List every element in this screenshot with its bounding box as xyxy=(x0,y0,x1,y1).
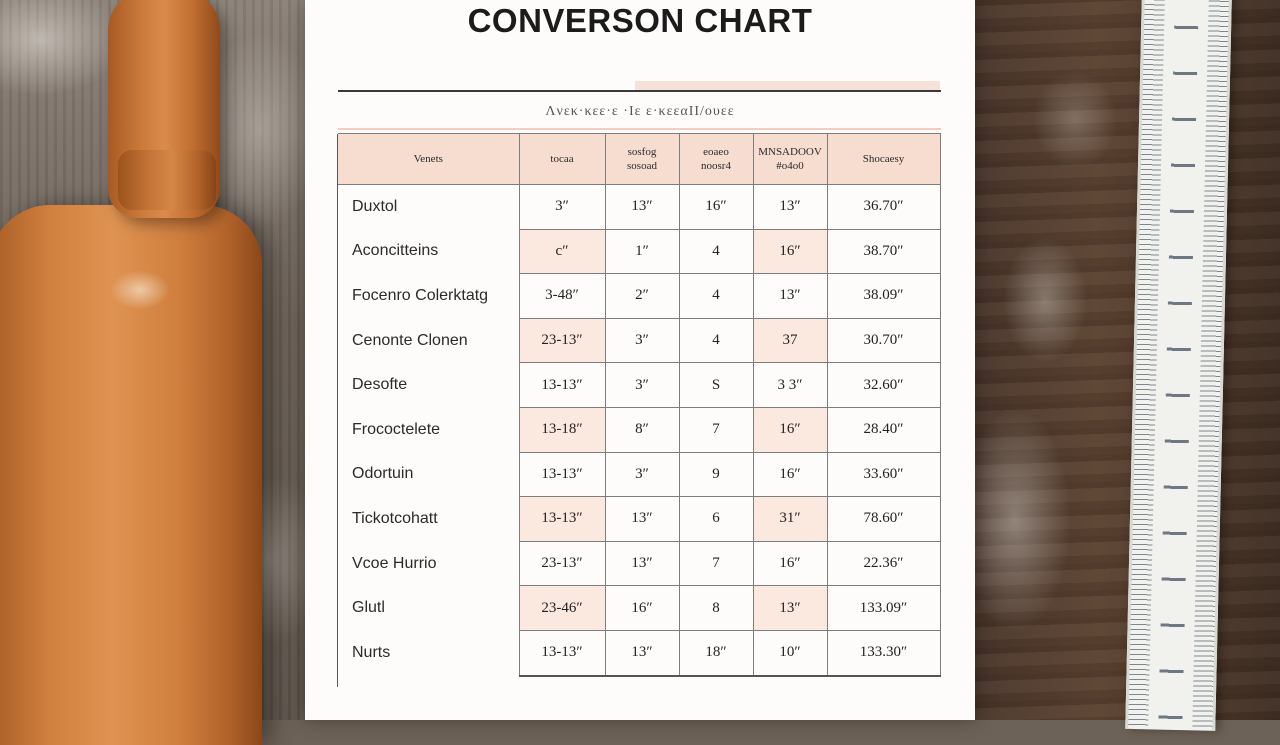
table-cell: 7 xyxy=(679,541,753,586)
table-cell: 31″ xyxy=(753,497,827,542)
table-cell: c″ xyxy=(519,229,605,274)
table-cell: 30.70″ xyxy=(827,318,940,363)
table-cell: 4 xyxy=(679,274,753,319)
table-cell: 13-13″ xyxy=(519,452,605,497)
column-header: Shocaesy xyxy=(827,134,940,185)
flour-smudge xyxy=(110,270,170,310)
table-row xyxy=(338,541,940,586)
table-row xyxy=(338,274,940,319)
table-cell: 133.09″ xyxy=(827,586,940,631)
table-cell: 13-13″ xyxy=(519,630,605,675)
subtitle-rule xyxy=(338,128,941,130)
table-cell: 3″ xyxy=(605,363,679,408)
table-row xyxy=(338,229,940,274)
table-cell: 28.40″ xyxy=(827,407,940,452)
table-cell: 10″ xyxy=(753,630,827,675)
table-row xyxy=(338,630,940,675)
table-cell: 16″ xyxy=(753,407,827,452)
table-cell: 3-48″ xyxy=(519,274,605,319)
table-cell: 23-46″ xyxy=(519,586,605,631)
ingredient-name: Glutl xyxy=(338,586,519,631)
table-cell: 8″ xyxy=(605,407,679,452)
table-row xyxy=(338,363,940,408)
chart-title: CONVERSON CHART xyxy=(467,2,813,39)
table-cell: 3″ xyxy=(519,185,605,230)
table-cell: 13-18″ xyxy=(519,407,605,452)
table-cell: 16″ xyxy=(605,586,679,631)
table-cell: 16″ xyxy=(753,452,827,497)
table-row xyxy=(338,407,940,452)
ingredient-name: Focenro Colerktatg xyxy=(338,274,519,319)
table-cell: 36.70″ xyxy=(827,185,940,230)
table-cell: 16″ xyxy=(679,185,753,230)
table-cell: 7 xyxy=(679,407,753,452)
table-cell: 22.36″ xyxy=(827,541,940,586)
column-header: tocaa xyxy=(519,134,605,185)
table-cell: 8 xyxy=(679,586,753,631)
table-cell: 32.60″ xyxy=(827,363,940,408)
chart-subtitle: Λνεκ·κεε·ε ·Ιε ε·κεεαΙΙ/ουεε xyxy=(545,104,735,119)
table-row xyxy=(338,497,940,542)
table-cell: 78.60″ xyxy=(827,497,940,542)
table-row xyxy=(338,318,940,363)
table-cell: 3″ xyxy=(605,452,679,497)
table-cell: 133.30″ xyxy=(827,630,940,675)
table-cell: S xyxy=(679,363,753,408)
table-row xyxy=(338,586,940,631)
table-cell: 16″ xyxy=(753,229,827,274)
table-cell: 13″ xyxy=(605,185,679,230)
ingredient-name: Desofte xyxy=(338,363,519,408)
table-cell: 4 xyxy=(679,318,753,363)
table-cell: 13″ xyxy=(605,541,679,586)
ingredient-name: Nurts xyxy=(338,630,519,675)
ingredient-name: Aconcitteins xyxy=(338,229,519,274)
table-cell: 13″ xyxy=(605,497,679,542)
table-cell: 6 xyxy=(679,497,753,542)
table-row xyxy=(338,452,940,497)
table-cell: 13″ xyxy=(753,586,827,631)
table-cell: 23-13″ xyxy=(519,541,605,586)
table-header-row xyxy=(338,134,940,185)
rolling-pin-collar xyxy=(118,150,216,210)
table-cell: 4 xyxy=(679,229,753,274)
ingredient-name: Cenonte Clonen xyxy=(338,318,519,363)
table-cell: 13″ xyxy=(753,274,827,319)
conversion-chart-sheet xyxy=(305,0,975,720)
table-cell: 3″ xyxy=(605,318,679,363)
column-header: MNSADOOV #o4o0 xyxy=(753,134,827,185)
table-cell: 16″ xyxy=(753,541,827,586)
table-cell: 13″ xyxy=(753,185,827,230)
table-cell: 13-13″ xyxy=(519,363,605,408)
table-cell: 38.70″ xyxy=(827,229,940,274)
column-header: eoaeo noosr4 xyxy=(679,134,753,185)
ingredient-name: Duxtol xyxy=(338,185,519,230)
ingredient-name: Vcoe Hurrio xyxy=(338,541,519,586)
ingredient-name: Tickotcohatt xyxy=(338,497,519,542)
table-cell: 2″ xyxy=(605,274,679,319)
table-cell: 37 xyxy=(753,318,827,363)
table-cell: 13-13″ xyxy=(519,497,605,542)
measuring-tape xyxy=(1125,0,1232,731)
table-cell: 3 3″ xyxy=(753,363,827,408)
ingredient-name: Frococtelete xyxy=(338,407,519,452)
column-header: sosfog sosoad xyxy=(605,134,679,185)
table-cell: 9 xyxy=(679,452,753,497)
table-cell: 18″ xyxy=(679,630,753,675)
tape-marks xyxy=(1158,0,1199,730)
ingredient-name: Odortuin xyxy=(338,452,519,497)
table-cell: 13″ xyxy=(605,630,679,675)
table-cell: 1″ xyxy=(605,229,679,274)
table-row xyxy=(338,185,940,230)
table-cell: 38.09″ xyxy=(827,274,940,319)
table-cell: 33.60″ xyxy=(827,452,940,497)
title-rule xyxy=(338,90,941,92)
column-header: Venets xyxy=(338,134,519,185)
conversion-table xyxy=(338,133,941,677)
table-cell: 23-13″ xyxy=(519,318,605,363)
